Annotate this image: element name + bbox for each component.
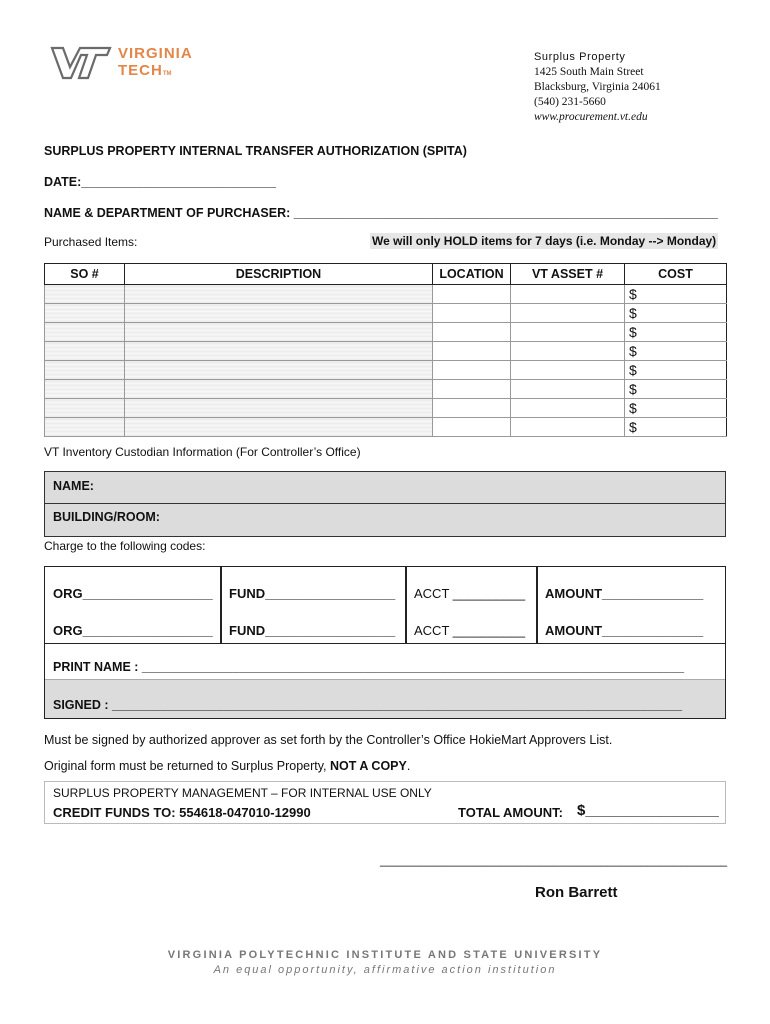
so-cell[interactable] <box>45 399 125 418</box>
asset-cell[interactable] <box>511 399 625 418</box>
purchaser-field[interactable]: NAME & DEPARTMENT OF PURCHASER: _____________________________________________________________ <box>44 206 718 220</box>
header-vt-asset: VT ASSET # <box>511 264 625 285</box>
signed-field[interactable]: SIGNED : __________________________________________________________________________________ <box>53 698 683 712</box>
so-cell[interactable] <box>45 304 125 323</box>
amount-field[interactable]: AMOUNT______________ <box>545 586 704 601</box>
location-cell[interactable] <box>433 418 511 437</box>
charge-codes-table <box>44 566 726 644</box>
location-cell[interactable] <box>433 342 511 361</box>
custodian-heading: VT Inventory Custodian Information (For Controller’s Office) <box>44 445 361 459</box>
fund-field[interactable]: FUND__________________ <box>229 623 396 638</box>
signed-field-background <box>45 679 725 718</box>
items-table <box>44 263 727 437</box>
so-cell[interactable] <box>45 418 125 437</box>
cost-cell[interactable]: $ <box>625 361 727 380</box>
org-field[interactable]: ORG__________________ <box>53 586 213 601</box>
footer-tagline: An equal opportunity, affirmative action institution <box>213 964 557 976</box>
asset-cell[interactable] <box>511 380 625 399</box>
items-header-row <box>45 264 727 285</box>
custodian-name-label: NAME: <box>53 479 94 493</box>
credit-funds: CREDIT FUNDS TO: 554618-047010-12990 <box>53 805 311 820</box>
custodian-name-field[interactable] <box>44 471 726 504</box>
table-row <box>45 285 727 304</box>
signature-box <box>44 644 726 719</box>
so-cell[interactable] <box>45 285 125 304</box>
internal-heading: SURPLUS PROPERTY MANAGEMENT – FOR INTERNAL USE ONLY <box>53 786 432 800</box>
asset-cell[interactable] <box>511 285 625 304</box>
acct-field[interactable]: ACCT __________ <box>414 586 526 601</box>
fund-field[interactable]: FUND__________________ <box>229 586 396 601</box>
description-cell[interactable] <box>125 418 433 437</box>
address-street: 1425 South Main Street <box>534 66 644 78</box>
so-cell[interactable] <box>45 380 125 399</box>
address-block <box>534 50 661 125</box>
address-dept: Surplus Property <box>534 51 626 63</box>
header-so: SO # <box>45 264 125 285</box>
asset-cell[interactable] <box>511 418 625 437</box>
print-name-field[interactable]: PRINT NAME : ______________________________________________________________________________ <box>53 660 685 674</box>
internal-use-box <box>44 781 726 824</box>
amount-field[interactable]: AMOUNT______________ <box>545 623 704 638</box>
location-cell[interactable] <box>433 323 511 342</box>
location-cell[interactable] <box>433 380 511 399</box>
org-field[interactable]: ORG__________________ <box>53 623 213 638</box>
cost-cell[interactable]: $ <box>625 285 727 304</box>
trademark-mark: TM <box>162 71 172 77</box>
logo-line-2: TECHTM <box>118 62 172 79</box>
address-phone: (540) 231-5660 <box>534 96 606 108</box>
header-description: DESCRIPTION <box>125 264 433 285</box>
table-row <box>45 399 727 418</box>
location-cell[interactable] <box>433 304 511 323</box>
asset-cell[interactable] <box>511 361 625 380</box>
total-amount-field[interactable]: $________________ <box>577 802 719 819</box>
description-cell[interactable] <box>125 323 433 342</box>
table-row <box>45 361 727 380</box>
original-note: Original form must be returned to Surplus Property, NOT A COPY. <box>44 759 411 773</box>
custodian-building-field[interactable] <box>44 503 726 537</box>
logo-line-1: VIRGINIA <box>118 45 193 62</box>
header-cost: COST <box>625 264 727 285</box>
description-cell[interactable] <box>125 361 433 380</box>
location-cell[interactable] <box>433 361 511 380</box>
signature-line[interactable]: ____________________________________________________ <box>380 853 728 867</box>
cost-cell[interactable]: $ <box>625 418 727 437</box>
hold-note: We will only HOLD items for 7 days (i.e. Monday --> Monday) <box>372 234 717 248</box>
purchased-items-label: Purchased Items: <box>44 235 138 249</box>
cost-cell[interactable]: $ <box>625 323 727 342</box>
address-web: www.procurement.vt.edu <box>534 111 648 123</box>
table-row <box>45 418 727 437</box>
asset-cell[interactable] <box>511 342 625 361</box>
table-row <box>45 380 727 399</box>
table-row <box>45 342 727 361</box>
charge-row <box>45 604 725 642</box>
acct-field[interactable]: ACCT __________ <box>414 623 526 638</box>
charge-codes-heading: Charge to the following codes: <box>44 539 206 553</box>
total-amount-label: TOTAL AMOUNT: <box>458 805 563 820</box>
cost-cell[interactable]: $ <box>625 380 727 399</box>
cost-cell[interactable]: $ <box>625 304 727 323</box>
so-cell[interactable] <box>45 323 125 342</box>
custodian-building-label: BUILDING/ROOM: <box>53 510 160 524</box>
date-field[interactable]: DATE:____________________________ <box>44 175 276 189</box>
so-cell[interactable] <box>45 342 125 361</box>
vt-monogram-icon <box>50 45 112 81</box>
charge-row <box>45 567 725 605</box>
approver-note: Must be signed by authorized approver as set forth by the Controller’s Office HokieMart Approvers List. <box>44 733 613 747</box>
description-cell[interactable] <box>125 380 433 399</box>
cost-cell[interactable]: $ <box>625 342 727 361</box>
virginia-tech-logo <box>50 43 220 83</box>
footer <box>0 949 770 976</box>
so-cell[interactable] <box>45 361 125 380</box>
asset-cell[interactable] <box>511 304 625 323</box>
location-cell[interactable] <box>433 285 511 304</box>
location-cell[interactable] <box>433 399 511 418</box>
address-city: Blacksburg, Virginia 24061 <box>534 81 661 93</box>
description-cell[interactable] <box>125 342 433 361</box>
header-location: LOCATION <box>433 264 511 285</box>
table-row <box>45 323 727 342</box>
form-title: SURPLUS PROPERTY INTERNAL TRANSFER AUTHORIZATION (SPITA) <box>44 144 467 158</box>
table-row <box>45 304 727 323</box>
cost-cell[interactable]: $ <box>625 399 727 418</box>
description-cell[interactable] <box>125 285 433 304</box>
signer-name: Ron Barrett <box>535 884 618 901</box>
footer-university: VIRGINIA POLYTECHNIC INSTITUTE AND STATE UNIVERSITY <box>167 949 603 961</box>
description-cell[interactable] <box>125 399 433 418</box>
description-cell[interactable] <box>125 304 433 323</box>
asset-cell[interactable] <box>511 323 625 342</box>
